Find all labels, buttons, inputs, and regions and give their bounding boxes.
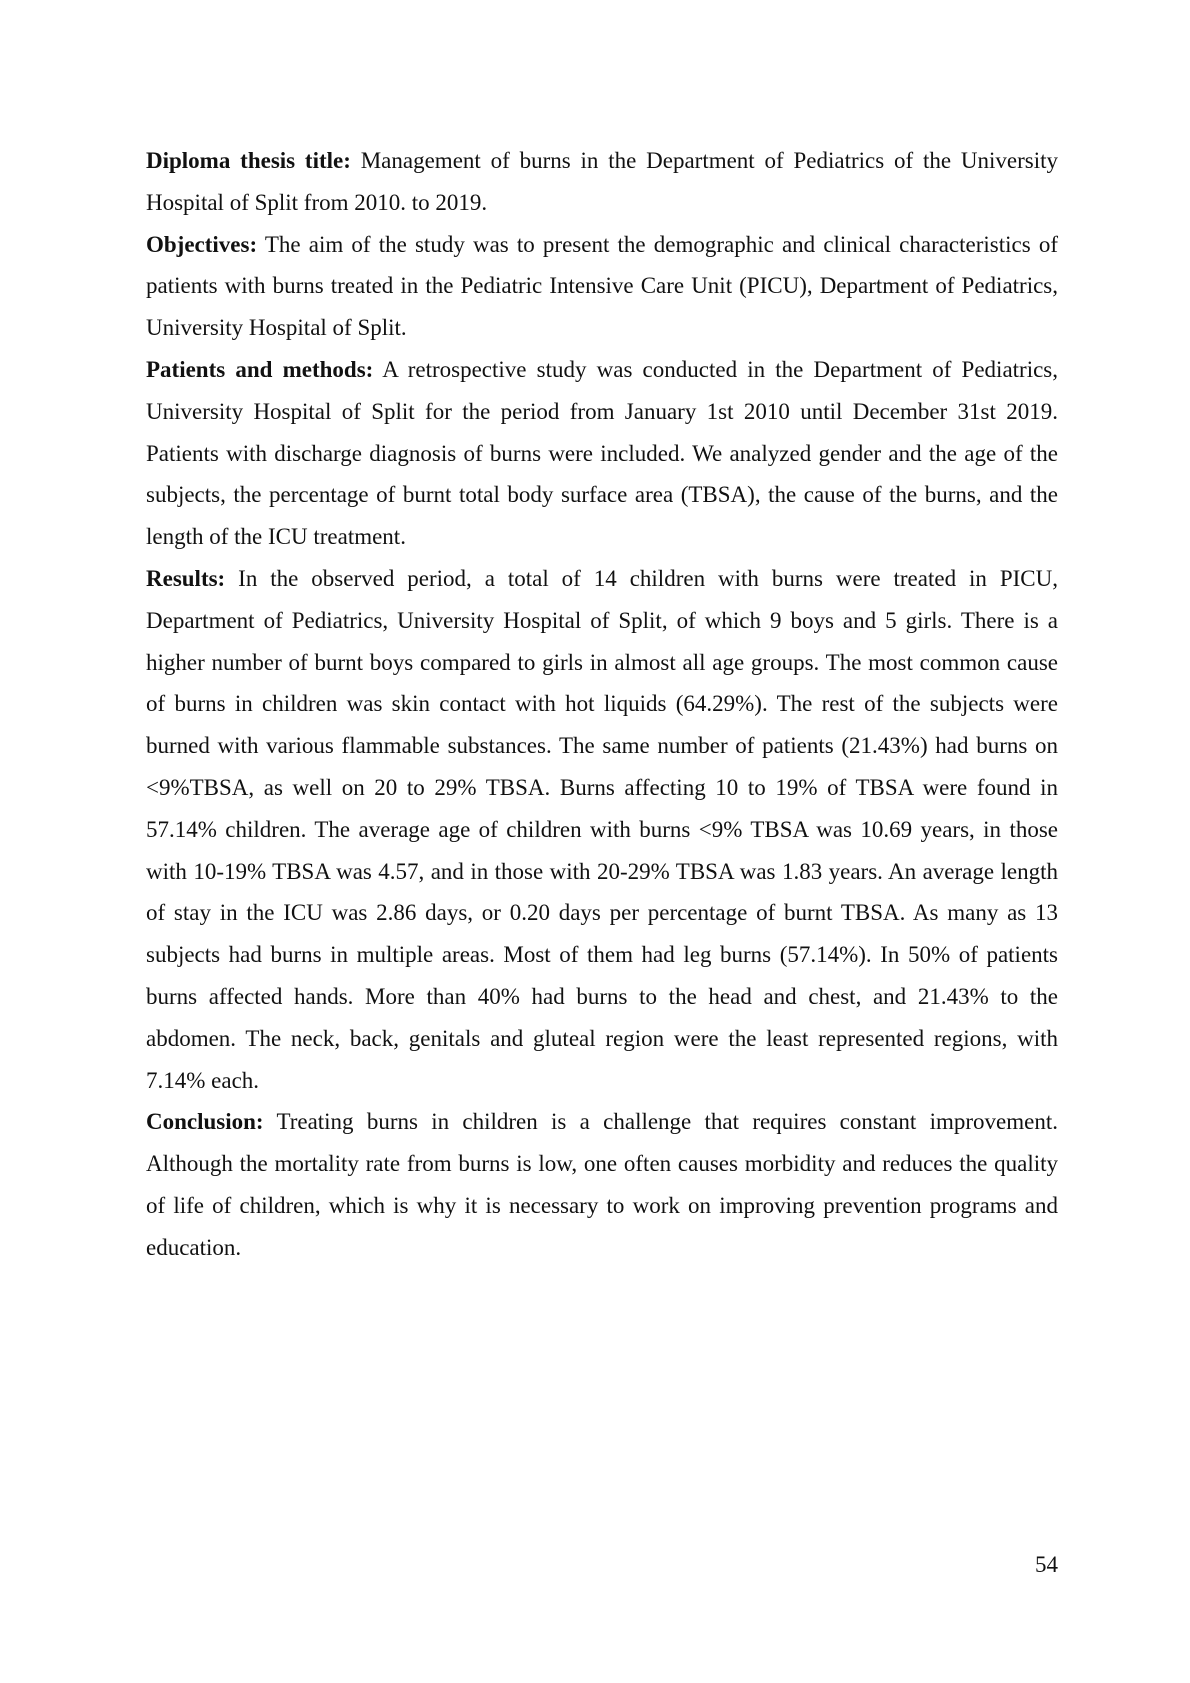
thesis-title-label: Diploma thesis title: (146, 148, 351, 173)
thesis-title-text: Management of burns in the Department of Pediatrics of the University Hospital of Split from 2010. to 2019. (146, 148, 1058, 215)
objectives-paragraph (146, 224, 1058, 349)
thesis-title-paragraph (146, 140, 1058, 224)
page-number: 54 (1035, 1552, 1058, 1577)
objectives-text: The aim of the study was to present the demographic and clinical characteristics of patients with burns treated in the Pediatric Intensive Care Unit (PICU), Department of Pediatrics, University Hospital of Split. (146, 231, 1058, 341)
objectives-label: Objectives: (146, 231, 258, 257)
methods-text: A retrospective study was conducted in the Department of Pediatrics, University Hospital of Split for the period from January 1st 2010 until December 31st 2019. Patients with discharge diagnosis of burns were included. We analyzed gender and the age of the subjects, the percentage of burnt total body surface area (TBSA), the cause of the burns, and the length of the ICU treatment. (146, 356, 1058, 550)
methods-paragraph (146, 349, 1058, 558)
results-text: In the observed period, a total of 14 children with burns were treated in PICU, Department of Pediatrics, University Hospital of Split, of which 9 boys and 5 girls. There is a higher number of burnt boys compared to girls in almost all age groups. The most common cause of burns in children was skin contact with hot liquids (64.29%). The rest of the subjects were burned with various flammable substances. The same number of patients (21.43%) had burns on <9%TBSA, as well on 20 to 29% TBSA. Burns affecting 10 to 19% of TBSA were found in 57.14% children. The average age of children with burns <9% TBSA was 10.69 years, in those with 10-19% TBSA was 4.57, and in those with 20-29% TBSA was 1.83 years. An average length of stay in the ICU was 2.86 days, or 0.20 days per percentage of burnt TBSA. As many as 13 subjects had burns in multiple areas. Most of them had leg burns (57.14%). In 50% of patients burns affected hands. More than 40% had burns to the head and chest, and 21.43% to the abdomen. The neck, back, genitals and gluteal region were the least represented regions, with 7.14% each. (146, 565, 1058, 1093)
methods-label: Patients and methods: (146, 356, 374, 382)
conclusion-text: Treating burns in children is a challenge that requires constant improvement. Although the mortality rate from burns is low, one often causes morbidity and reduces the quality of life of children, which is why it is necessary to work on improving prevention programs and education. (146, 1109, 1058, 1260)
results-label: Results: (146, 565, 226, 591)
abstract-body (146, 140, 1058, 1269)
results-paragraph (146, 558, 1058, 1101)
conclusion-label: Conclusion: (146, 1109, 264, 1135)
conclusion-paragraph (146, 1101, 1058, 1268)
